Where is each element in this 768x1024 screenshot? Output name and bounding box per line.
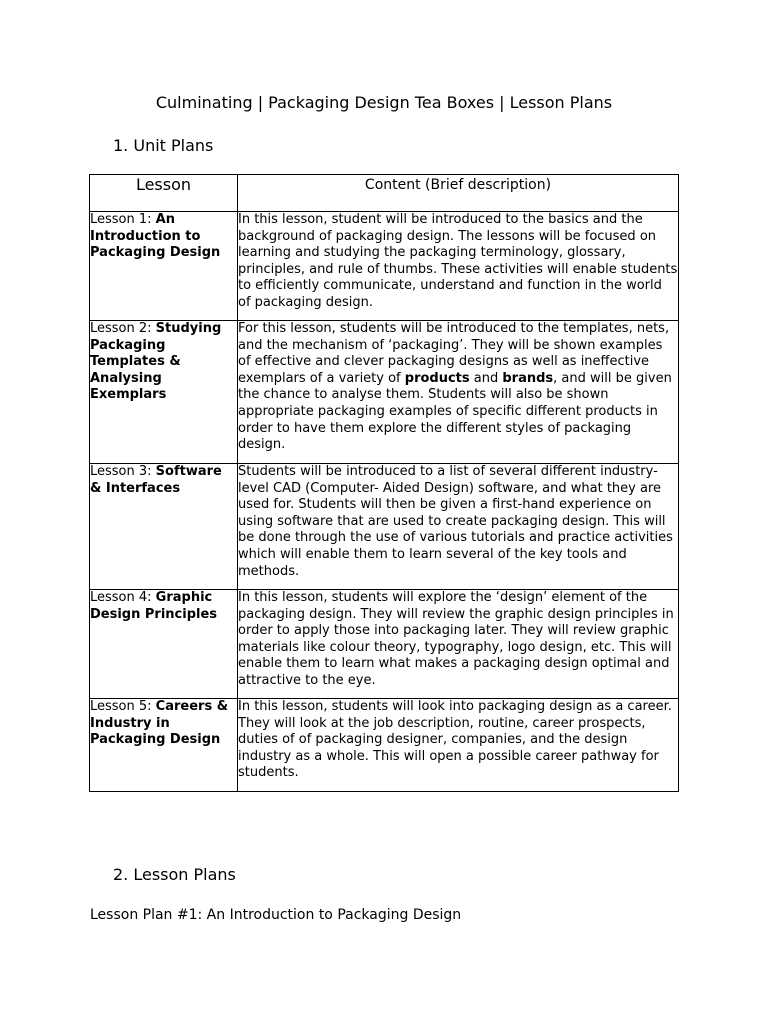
lesson-cell [90,590,238,699]
lesson-cell [90,699,238,792]
description-text: , and will be given the chance to analyse them. Students will also be shown appropriate packaging examples of specific different products in order to have them explore the different styles of packaging design. [238,370,672,453]
lesson-cell [90,212,238,321]
lesson-description: In this lesson, students will look into packaging design as a career. They will look at the job description, routine, career prospects, duties of of packaging designer, companies, and the design industry as a whole. This will open a possible career pathway for students. [238,699,679,792]
lesson-cell [90,321,238,464]
description-bold-brands: brands [502,370,554,386]
lesson-prefix: Lesson 1: [90,212,156,227]
lesson-description: In this lesson, student will be introduced to the basics and the background of packaging design. The lessons will be focused on learning and studying the packaging terminology, glossary, principles, and rule of thumbs. These activities will enable students to efficiently communicate, understand and function in the world of packaging design. [238,212,679,321]
lesson-name: An Introduction to Packaging Design [90,212,221,261]
lesson-plan-heading: Lesson Plan #1: An Introduction to Packaging Design [90,907,462,923]
description-text: and [469,370,503,386]
page-title: Culminating | Packaging Design Tea Boxes | Lesson Plans [155,93,613,112]
lesson-name: Graphic Design Principles [90,590,218,622]
section-heading-unit-plans: 1. Unit Plans [113,136,214,155]
header-lesson: Lesson [90,175,238,212]
table-row [90,590,679,699]
table-row [90,699,679,792]
description-bold-products: products [404,370,470,386]
description-text: For this lesson, students will be introduced to the templates, nets, and the mechanism of ‘packaging’. They will be shown examples of effective and clever packaging designs as well as ineffective exemplars of a variety of [238,321,670,386]
lesson-name: Studying Packaging Templates & Analysing Exemplars [90,321,222,403]
table-header-row [90,175,679,212]
header-content: Content (Brief description) [238,175,679,212]
lesson-name: Careers & Industry in Packaging Design [90,699,229,748]
table-row [90,464,679,590]
lesson-description [238,321,679,464]
lesson-description: In this lesson, students will explore the ‘design’ element of the packaging design. They will review the graphic design principles in order to apply those into packaging later. They will review graphic materials like colour theory, typography, logo design, etc. This will enable them to learn what makes a packaging design optimal and attractive to the eye. [238,590,679,699]
lesson-prefix: Lesson 4: [90,590,156,605]
table-row [90,212,679,321]
lesson-cell [90,464,238,590]
lesson-prefix: Lesson 5: [90,699,156,714]
table-row [90,321,679,464]
section-heading-lesson-plans: 2. Lesson Plans [113,865,236,884]
unit-plans-table [89,174,679,792]
lesson-prefix: Lesson 3: [90,464,156,479]
lesson-name: Software & Interfaces [90,464,222,496]
lesson-prefix: Lesson 2: [90,321,156,336]
lesson-description: Students will be introduced to a list of several different industry-level CAD (Computer- Aided Design) software, and what they are used for. Students will then be given a first-hand experience on using software that are used to create packaging design. This will be done through the use of various tutorials and practice activities which will enable them to learn several of the key tools and methods. [238,464,679,590]
